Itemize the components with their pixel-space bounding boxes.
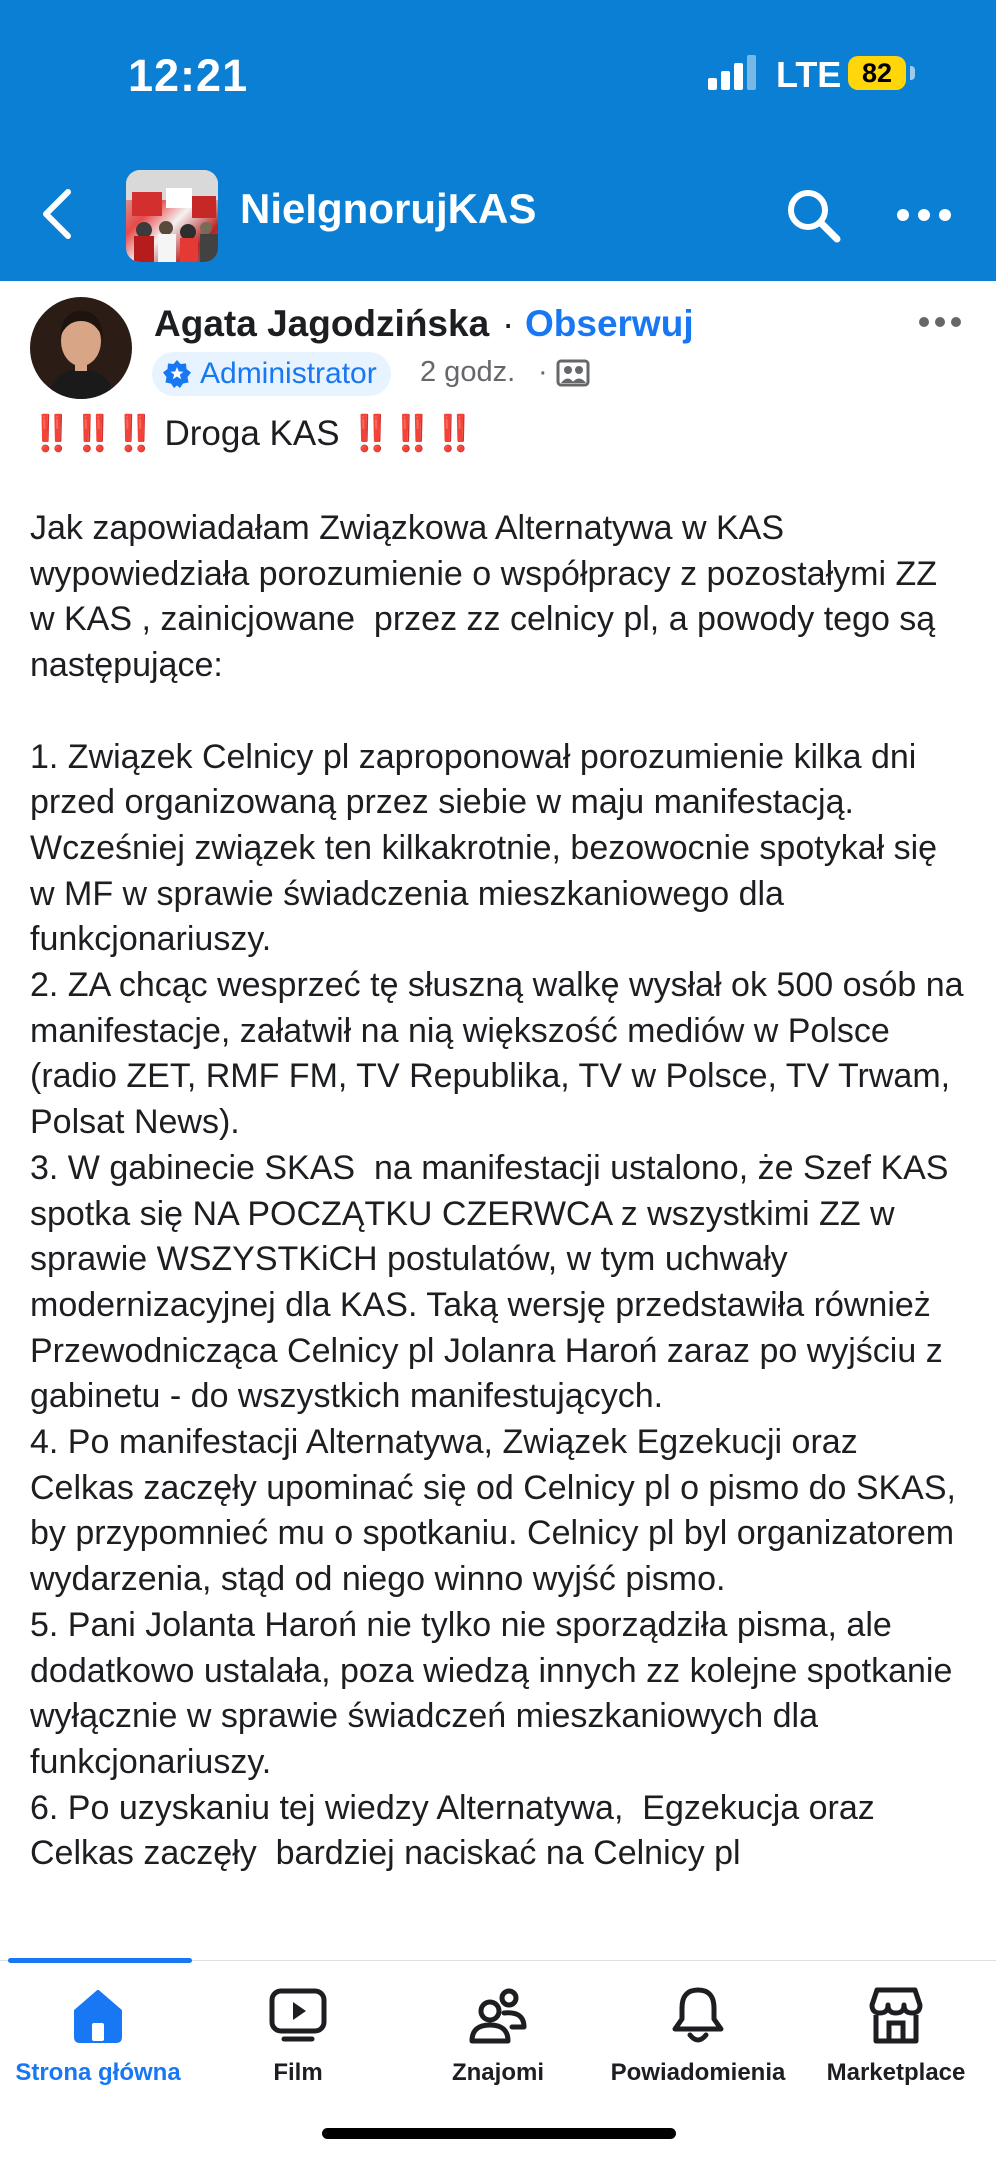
alert-marks-left: ‼️‼️‼️ xyxy=(30,414,155,453)
more-options-button[interactable] xyxy=(896,200,952,230)
post-title-text: Droga KAS xyxy=(154,414,350,453)
nav-label-video: Film xyxy=(273,2059,323,2086)
role-label: Administrator xyxy=(200,357,377,390)
post-body: Jak zapowiadałam Związkowa Alternatywa w KAS wypowiedziała porozumienie o współpracy z pozostałymi ZZ w KAS , zainicjowane przez zz celnicy pl, a powody tego są następujące: 1. Związek Celnicy pl zaproponował porozumienie kilka dni przed organizowaną przez siebie w maju manifestacją. Wcześniej związek ten kilkakrotnie, bezowocnie spotykał się w MF w sprawie świadczenia mieszkaniowego dla funkcjonariuszy. 2. ZA chcąc wesprzeć tę słuszną walkę wysłał ok 500 osób na manifestacje, załatwił na nią większość mediów w Polsce (radio ZET, RMF FM, TV Republika, TV w Polsce, TV Trwam, Polsat News). 3. W gabinecie SKAS na manifestacji ustalono, że Szef KAS spotka się NA POCZĄTKU CZERWCA z wszystkimi ZZ w sprawie WSZYSTKiCH postulatów, w tym uchwały modernizacyjnej dla KAS. Taką wersję przedstawiła również Przewodnicząca Celnicy pl Jolanra Haroń zaraz po wyjściu z gabinetu - do wszystkich manifestujących. 4. Po manifestacji Alternatywa, Związek Egzekucji oraz Celkas zaczęły upominać się od Celnicy pl o pismo do SKAS, by przypomnieć mu o spotkaniu. Celnicy pl byl organizatorem wydarzenia, stąd od niego winno wyjść pismo. 5. Pani Jolanta Haroń nie tylko nie sporządziła pisma, ale dodatkowo ustalała, poza wiedzą innych zz kolejne spotkanie wyłącznie w sprawie świadczeń mieszkaniowych dla funkcjonariuszy. 6. Po uzyskaniu tej wiedzy Alternatywa, Egzekucja oraz Celkas zaczęły bardziej naciskać na Celnicy pl xyxy=(30,509,964,1873)
post-timestamp[interactable]: 2 godz. xyxy=(420,356,516,388)
nav-label-friends: Znajomi xyxy=(451,2059,544,2086)
battery-level: 82 xyxy=(861,57,893,88)
nav-friends[interactable] xyxy=(398,1985,598,2087)
nav-marketplace[interactable] xyxy=(796,1985,996,2087)
group-thumbnail[interactable] xyxy=(126,170,218,262)
group-audience-icon xyxy=(556,358,590,388)
post-menu-button[interactable] xyxy=(918,316,962,328)
nav-label-marketplace: Marketplace xyxy=(826,2059,966,2086)
network-type: LTE xyxy=(776,54,842,95)
follow-button[interactable]: Obserwuj xyxy=(525,303,694,344)
admin-badge xyxy=(152,352,391,396)
post-title xyxy=(30,413,474,454)
crowd-photo-icon xyxy=(126,170,218,262)
nav-label-notifications: Powiadomienia xyxy=(610,2059,786,2086)
status-time: 12:21 xyxy=(128,50,249,101)
meta-separator: · xyxy=(538,356,548,388)
battery-icon xyxy=(848,56,906,90)
signal-icon xyxy=(708,54,758,90)
group-name[interactable]: NieIgnorujKAS xyxy=(240,185,537,232)
nav-video[interactable] xyxy=(198,1985,398,2087)
nav-notifications[interactable] xyxy=(598,1985,798,2087)
home-indicator xyxy=(322,2128,676,2139)
author-name[interactable]: Agata Jagodzińska xyxy=(154,303,490,344)
back-button[interactable] xyxy=(38,186,78,242)
search-button[interactable] xyxy=(784,186,842,244)
person-photo-icon xyxy=(30,297,132,399)
name-separator: · xyxy=(502,303,515,344)
home-icon xyxy=(68,1985,128,2045)
battery-tip xyxy=(910,66,915,80)
active-tab-indicator xyxy=(8,1958,192,1963)
video-icon xyxy=(268,1985,328,2045)
author-avatar[interactable] xyxy=(30,297,132,399)
nav-home[interactable] xyxy=(0,1985,198,2087)
friends-icon xyxy=(468,1985,528,2045)
nav-label-home: Strona główna xyxy=(15,2059,181,2086)
admin-shield-icon xyxy=(162,359,192,389)
alert-marks-right: ‼️‼️‼️ xyxy=(349,414,475,453)
marketplace-icon xyxy=(866,1985,926,2045)
bell-icon xyxy=(668,1985,728,2045)
